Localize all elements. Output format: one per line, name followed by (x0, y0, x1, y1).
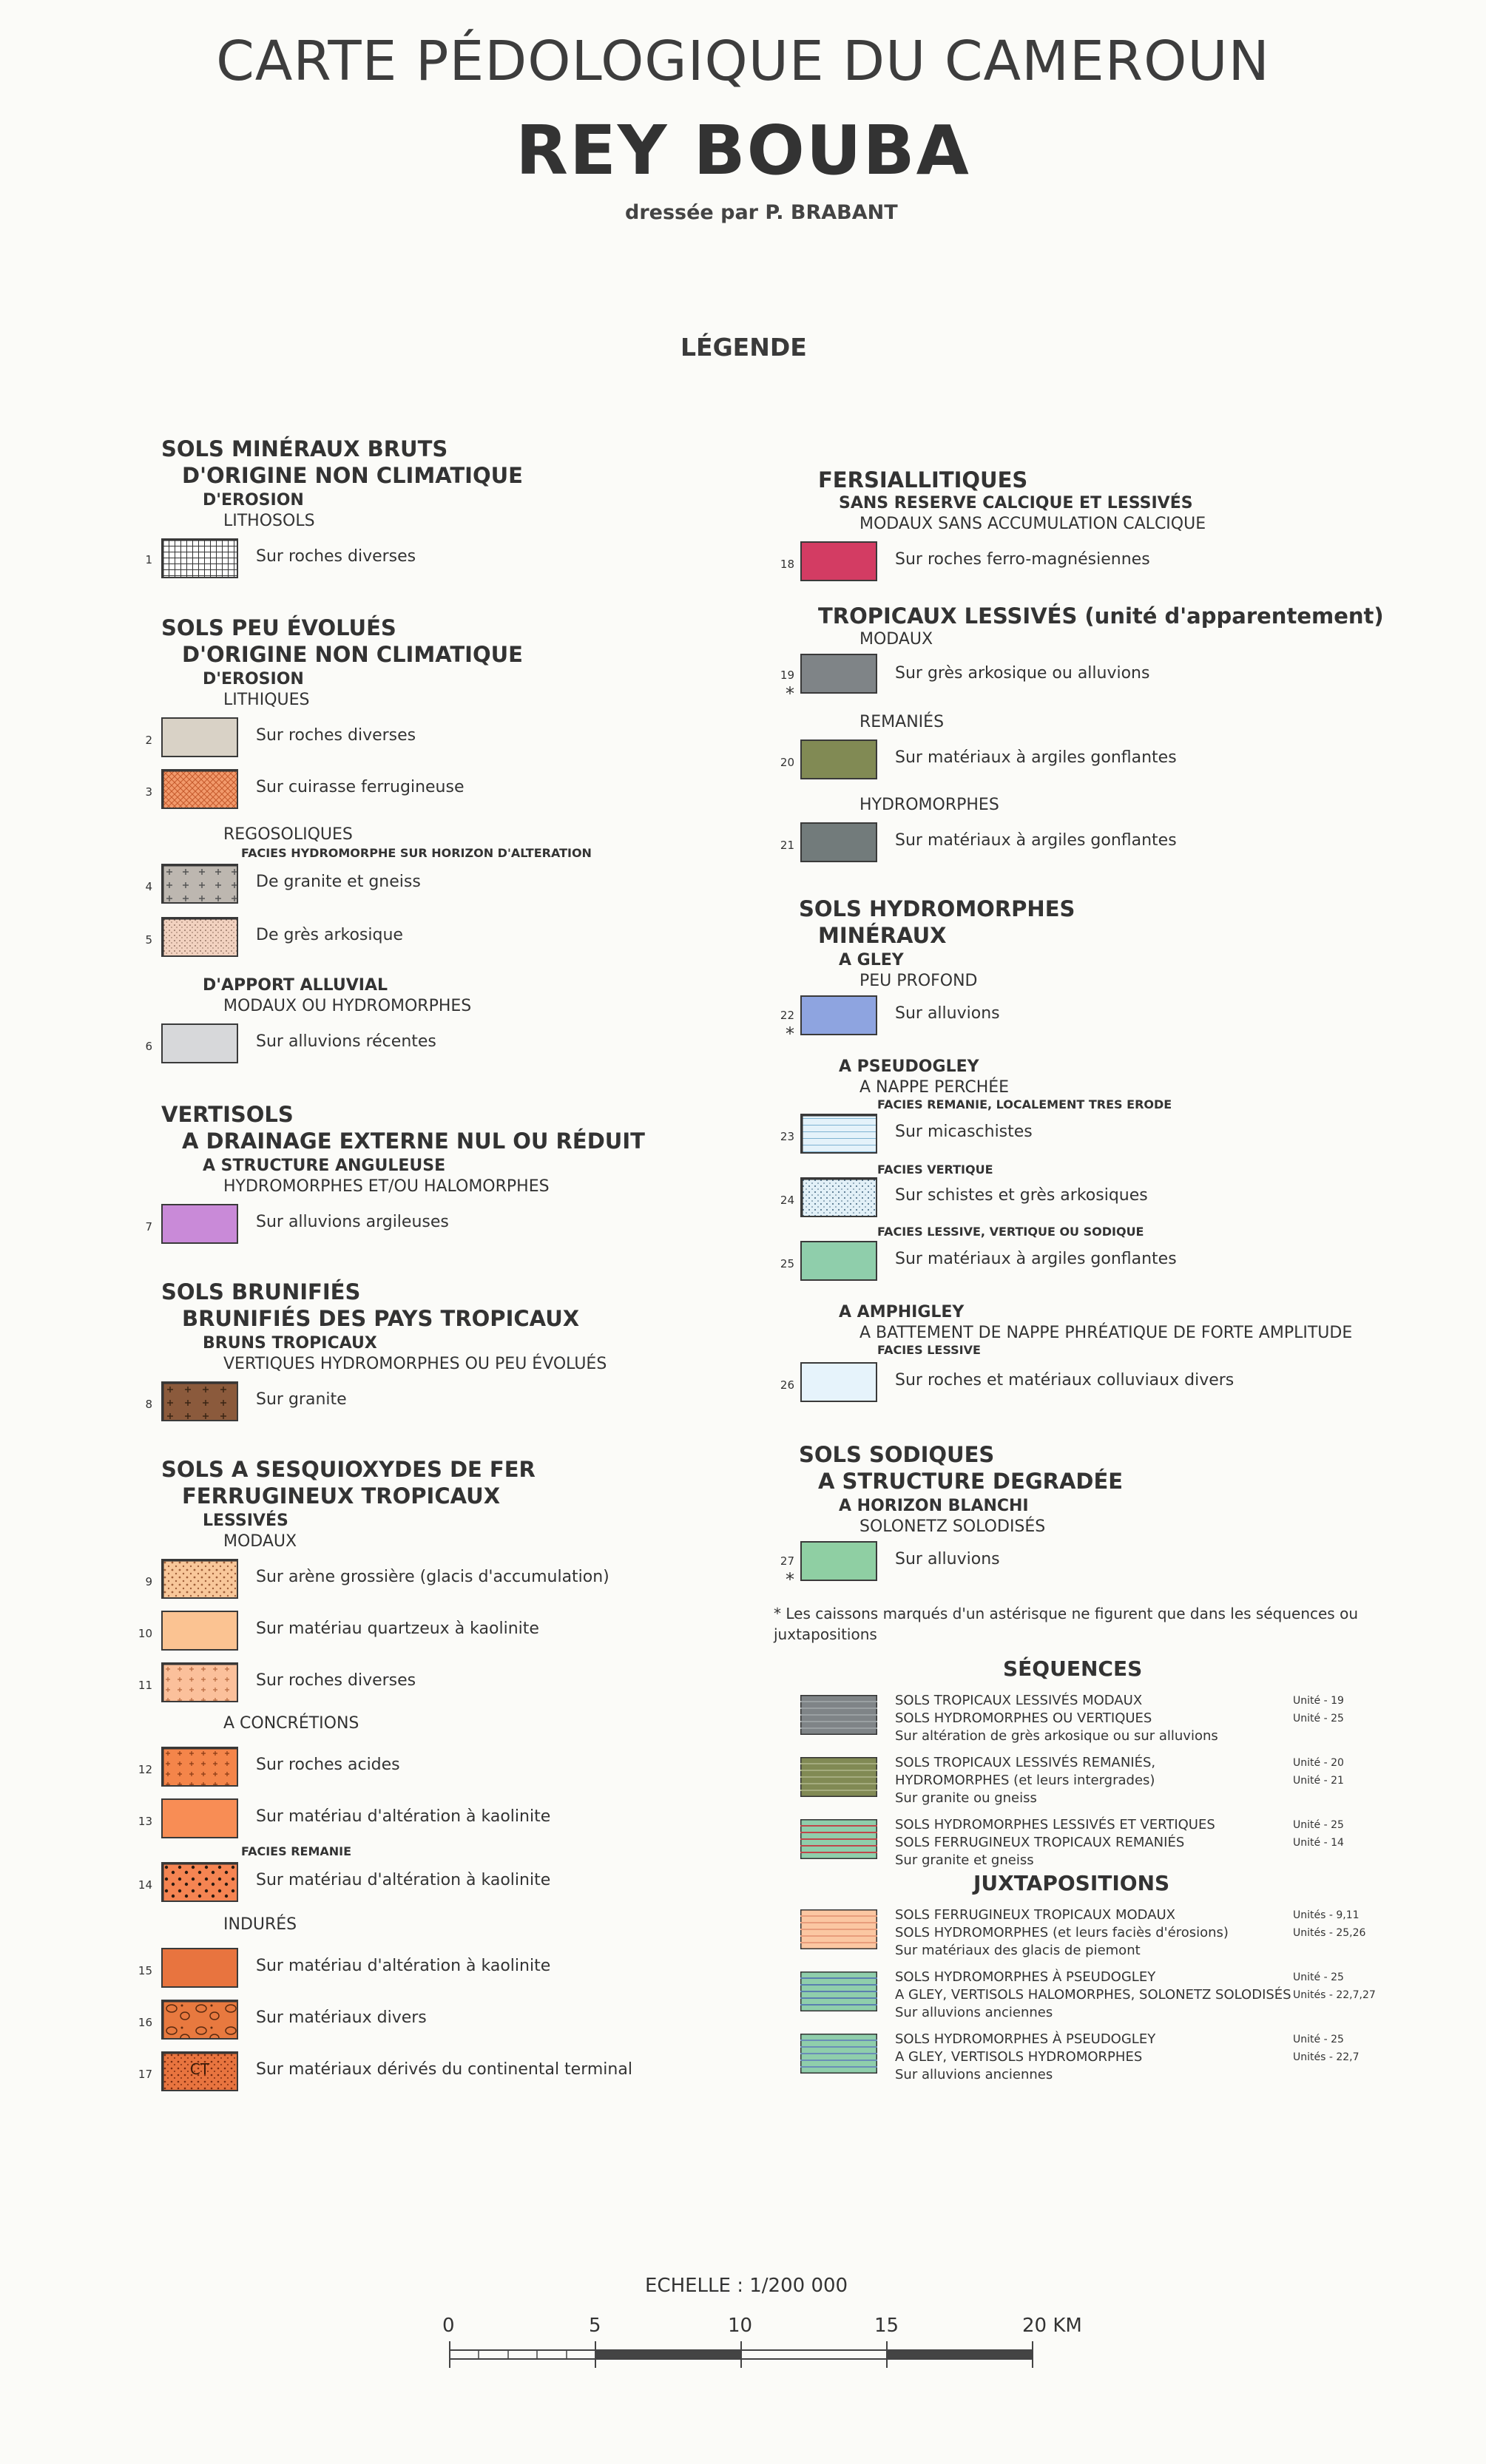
unit-number: 26 (780, 1378, 794, 1392)
unit-label: Sur alluvions (895, 1004, 1000, 1023)
group-subclass: MODAUX SANS ACCUMULATION CALCIQUE (859, 515, 1206, 533)
unit-label: Sur matériau quartzeux à kaolinite (256, 1619, 539, 1638)
asterisk-mark: * (786, 1569, 794, 1590)
unit-number: 6 (145, 1040, 152, 1053)
unit-label: Sur roches ferro-magnésiennes (895, 550, 1150, 569)
legend-swatch (800, 654, 877, 694)
unit-label: Sur matériau d'altération à kaolinite (256, 1957, 551, 1975)
unit-label: Sur roches diverses (256, 547, 416, 566)
legend-swatch (800, 1695, 877, 1735)
legend-swatch (800, 1541, 877, 1581)
sequence-unit: Unité - 20 (1293, 1757, 1344, 1769)
legend-swatch (800, 541, 877, 581)
group-subclass: SOLONETZ SOLODISÉS (859, 1517, 1046, 1536)
group-class: D'APPORT ALLUVIAL (203, 976, 388, 995)
unit-number: 10 (138, 1627, 152, 1640)
group-class: A AMPHIGLEY (839, 1303, 965, 1321)
sequence-line: HYDROMORPHES (et leurs intergrades) (895, 1773, 1155, 1788)
asterisk-mark: * (786, 683, 794, 704)
sequence-unit: Unité - 25 (1293, 1713, 1344, 1725)
group-subheading: BRUNIFIÉS DES PAYS TROPICAUX (182, 1306, 580, 1331)
legend-swatch (161, 1862, 238, 1902)
group-subheading: D'ORIGINE NON CLIMATIQUE (182, 642, 523, 667)
unit-label: Sur alluvions argileuses (256, 1213, 449, 1231)
unit-number: 15 (138, 1964, 152, 1977)
legend-swatch (161, 917, 238, 957)
facies-note: FACIES REMANIE (241, 1844, 352, 1858)
sequence-unit: Unité - 19 (1293, 1695, 1344, 1707)
author-credit: dressée par P. BRABANT (625, 201, 898, 224)
unit-number: 1 (145, 553, 152, 566)
group-subclass: REGOSOLIQUES (223, 825, 353, 844)
group-subheading: MINÉRAUX (818, 923, 947, 948)
legend-swatch (161, 1662, 238, 1702)
sequence-unit: Unité - 21 (1293, 1775, 1344, 1787)
unit-label: Sur matériaux à argiles gonflantes (895, 748, 1177, 767)
map-region-name: REY BOUBA (516, 111, 970, 190)
unit-label: Sur roches acides (256, 1756, 400, 1774)
unit-label: Sur roches et matériaux colluviaux divers (895, 1371, 1235, 1390)
map-title: CARTE PÉDOLOGIQUE DU CAMEROUN (216, 30, 1270, 93)
sequence-line: Sur granite ou gneiss (895, 1790, 1037, 1806)
unit-label: Sur matériaux divers (256, 2008, 427, 2027)
legend-swatch (800, 1177, 877, 1217)
group-heading: TROPICAUX LESSIVÉS (unité d'apparentement) (818, 603, 1384, 629)
sequence-line: Sur granite et gneiss (895, 1852, 1034, 1868)
unit-number: 16 (138, 2016, 152, 2029)
group-subclass: A CONCRÉTIONS (223, 1714, 359, 1733)
sequence-unit: Unités - 25,26 (1293, 1927, 1366, 1939)
group-heading: FERSIALLITIQUES (818, 467, 1028, 493)
facies-note: FACIES HYDROMORPHE SUR HORIZON D'ALTERATION (241, 846, 592, 860)
scale-tick-label: 10 (728, 2315, 753, 2337)
legend-swatch (161, 717, 238, 757)
legend-swatch (161, 1559, 238, 1599)
legend-swatch (800, 1241, 877, 1281)
legend-swatch (800, 739, 877, 779)
sequence-unit: Unité - 25 (1293, 1819, 1344, 1831)
legend-swatch (161, 1948, 238, 1988)
legend-swatch (161, 1611, 238, 1651)
scale-tick-label: 20 KM (1022, 2315, 1082, 2337)
sequence-unit: Unité - 14 (1293, 1837, 1344, 1849)
unit-label: Sur alluvions (895, 1550, 1000, 1568)
sequence-line: SOLS TROPICAUX LESSIVÉS MODAUX (895, 1693, 1143, 1708)
unit-label: Sur roches diverses (256, 1671, 416, 1690)
unit-label: Sur matériau d'altération à kaolinite (256, 1807, 551, 1826)
unit-label: Sur granite (256, 1390, 347, 1409)
group-heading: SOLS HYDROMORPHES (799, 896, 1075, 921)
legend-swatch (800, 1114, 877, 1154)
unit-label: Sur cuirasse ferrugineuse (256, 778, 465, 796)
sequence-line: SOLS TROPICAUX LESSIVÉS REMANIÉS, (895, 1755, 1156, 1770)
sequence-line: SOLS HYDROMORPHES À PSEUDOGLEY (895, 2031, 1156, 2047)
facies-note: FACIES LESSIVE, VERTIQUE OU SODIQUE (877, 1225, 1144, 1239)
sequence-line: Sur alluvions anciennes (895, 2067, 1053, 2082)
legend-swatch (800, 1757, 877, 1797)
group-subclass: INDURÉS (223, 1915, 297, 1934)
group-subclass: LITHOSOLS (223, 512, 315, 530)
sequence-unit: Unités - 22,7 (1293, 2051, 1360, 2063)
sequence-line: Sur alluvions anciennes (895, 2005, 1053, 2020)
group-subclass: HYDROMORPHES ET/OU HALOMORPHES (223, 1177, 550, 1196)
unit-label: Sur schistes et grès arkosiques (895, 1186, 1148, 1205)
legend-swatch (800, 1971, 877, 2011)
unit-number: 13 (138, 1815, 152, 1828)
asterisk-footnote: * Les caissons marqués d'un astérisque ne figurent que dans les séquences ou juxtapositions (774, 1605, 1358, 1643)
sequence-line: SOLS HYDROMORPHES LESSIVÉS ET VERTIQUES (895, 1817, 1215, 1832)
legend-swatch (161, 1204, 238, 1244)
group-heading: SOLS A SESQUIOXYDES DE FER (161, 1457, 536, 1482)
group-heading: SOLS PEU ÉVOLUÉS (161, 615, 396, 640)
unit-label: De grès arkosique (256, 926, 403, 944)
group-class: SANS RESERVE CALCIQUE ET LESSIVÉS (839, 494, 1193, 512)
group-subclass: VERTIQUES HYDROMORPHES OU PEU ÉVOLUÉS (223, 1355, 607, 1373)
scale-tick-label: 5 (589, 2315, 601, 2337)
unit-number: 11 (138, 1679, 152, 1692)
legend-swatch (800, 1362, 877, 1402)
unit-number: 7 (145, 1220, 152, 1233)
legend-swatch (161, 1381, 238, 1421)
unit-label: Sur matériaux à argiles gonflantes (895, 831, 1177, 850)
group-subclass: MODAUX OU HYDROMORPHES (223, 997, 472, 1015)
group-subclass: LITHIQUES (223, 691, 310, 709)
swatch-code: CT (189, 2060, 210, 2078)
group-class: LESSIVÉS (203, 1512, 288, 1530)
group-heading: SOLS SODIQUES (799, 1442, 995, 1467)
unit-label: Sur micaschistes (895, 1123, 1033, 1141)
sequence-unit: Unités - 9,11 (1293, 1909, 1360, 1921)
unit-number: 5 (145, 933, 152, 947)
unit-number: 20 (780, 756, 794, 769)
legend-swatch (800, 822, 877, 862)
sequence-unit: Unité - 25 (1293, 2034, 1344, 2045)
sequence-line: SOLS FERRUGINEUX TROPICAUX REMANIÉS (895, 1835, 1185, 1850)
unit-label: Sur alluvions récentes (256, 1032, 436, 1051)
group-heading: SOLS MINÉRAUX BRUTS (161, 436, 448, 461)
unit-number: 4 (145, 880, 152, 893)
asterisk-mark: * (786, 1023, 794, 1044)
unit-number: 22 (780, 1009, 794, 1022)
sequence-line: Sur matériaux des glacis de piemont (895, 1943, 1141, 1958)
legend-swatch (161, 1798, 238, 1838)
unit-number: 23 (780, 1130, 794, 1143)
sequence-line: SOLS HYDROMORPHES À PSEUDOGLEY (895, 1969, 1156, 1985)
unit-label: De granite et gneiss (256, 873, 421, 891)
sequence-line: Sur altération de grès arkosique ou sur alluvions (895, 1728, 1218, 1744)
unit-number: 12 (138, 1763, 152, 1776)
legend-swatch (161, 769, 238, 809)
scale-tick-label: 15 (874, 2315, 899, 2337)
group-subheading: D'ORIGINE NON CLIMATIQUE (182, 463, 523, 488)
legend-swatch (161, 864, 238, 904)
unit-label: Sur roches diverses (256, 726, 416, 745)
legend-swatch (161, 2000, 238, 2040)
sequence-line: SOLS HYDROMORPHES (et leurs faciès d'érosions) (895, 1925, 1229, 1940)
unit-number: 25 (780, 1257, 794, 1270)
unit-number: 21 (780, 839, 794, 852)
sequence-line: A GLEY, VERTISOLS HALOMORPHES, SOLONETZ SOLODISÉS (895, 1987, 1291, 2003)
group-subclass: MODAUX (859, 630, 933, 649)
legend-swatch (161, 1023, 238, 1063)
legend-swatch (800, 995, 877, 1035)
unit-number: 19 (780, 669, 794, 682)
unit-label: Sur matériaux à argiles gonflantes (895, 1250, 1177, 1268)
unit-label: Sur grès arkosique ou alluvions (895, 664, 1150, 683)
sequence-line: SOLS FERRUGINEUX TROPICAUX MODAUX (895, 1907, 1176, 1923)
juxtapositions-heading: JUXTAPOSITIONS (973, 1871, 1170, 1895)
legend-swatch (161, 538, 238, 578)
sequence-line: A GLEY, VERTISOLS HYDROMORPHES (895, 2049, 1143, 2065)
scale-title: ECHELLE : 1/200 000 (645, 2275, 848, 2297)
group-class: D'EROSION (203, 670, 304, 688)
sequence-line: SOLS HYDROMORPHES OU VERTIQUES (895, 1710, 1152, 1726)
unit-number: 24 (780, 1194, 794, 1207)
facies-note: FACIES VERTIQUE (877, 1162, 993, 1177)
legend-swatch (800, 2034, 877, 2074)
legend-heading: LÉGENDE (680, 333, 807, 362)
scale-tick-label: 0 (442, 2315, 455, 2337)
facies-note: FACIES REMANIE, LOCALEMENT TRES ERODE (877, 1097, 1172, 1111)
unit-number: 18 (780, 558, 794, 571)
facies-note: FACIES LESSIVE (877, 1343, 981, 1357)
legend-swatch (800, 1819, 877, 1859)
group-heading: VERTISOLS (161, 1102, 294, 1127)
group-subheading: A STRUCTURE DEGRADÉE (818, 1469, 1124, 1494)
legend-swatch (161, 1747, 238, 1787)
group-subheading: FERRUGINEUX TROPICAUX (182, 1483, 501, 1509)
unit-label: Sur matériau d'altération à kaolinite (256, 1871, 551, 1889)
group-heading: SOLS BRUNIFIÉS (161, 1279, 361, 1304)
group-subclass: REMANIÉS (859, 713, 945, 731)
unit-number: 14 (138, 1878, 152, 1892)
unit-number: 3 (145, 785, 152, 799)
group-class: A HORIZON BLANCHI (839, 1497, 1029, 1515)
group-subclass: PEU PROFOND (859, 972, 978, 990)
group-subclass: A BATTEMENT DE NAPPE PHRÉATIQUE DE FORTE AMPLITUDE (859, 1324, 1353, 1342)
unit-number: 27 (780, 1554, 794, 1568)
sequences-heading: SÉQUENCES (1003, 1656, 1143, 1681)
group-class: D'EROSION (203, 491, 304, 510)
legend-swatch (800, 1909, 877, 1949)
unit-number: 17 (138, 2068, 152, 2081)
group-class: A GLEY (839, 951, 904, 969)
group-class: A PSEUDOGLEY (839, 1057, 979, 1076)
sequence-unit: Unité - 25 (1293, 1971, 1344, 1983)
group-subclass: MODAUX (223, 1532, 297, 1551)
group-class: BRUNS TROPICAUX (203, 1334, 377, 1353)
group-class: A STRUCTURE ANGULEUSE (203, 1157, 446, 1175)
unit-number: 2 (145, 734, 152, 747)
unit-label: Sur matériaux dérivés du continental terminal (256, 2060, 632, 2079)
group-subheading: A DRAINAGE EXTERNE NUL OU RÉDUIT (182, 1128, 645, 1154)
unit-number: 8 (145, 1398, 152, 1411)
sequence-unit: Unités - 22,7,27 (1293, 1989, 1376, 2001)
unit-label: Sur arène grossière (glacis d'accumulation) (256, 1568, 609, 1586)
group-subclass: A NAPPE PERCHÉE (859, 1078, 1010, 1097)
unit-number: 9 (145, 1575, 152, 1588)
group-subclass: HYDROMORPHES (859, 796, 999, 814)
